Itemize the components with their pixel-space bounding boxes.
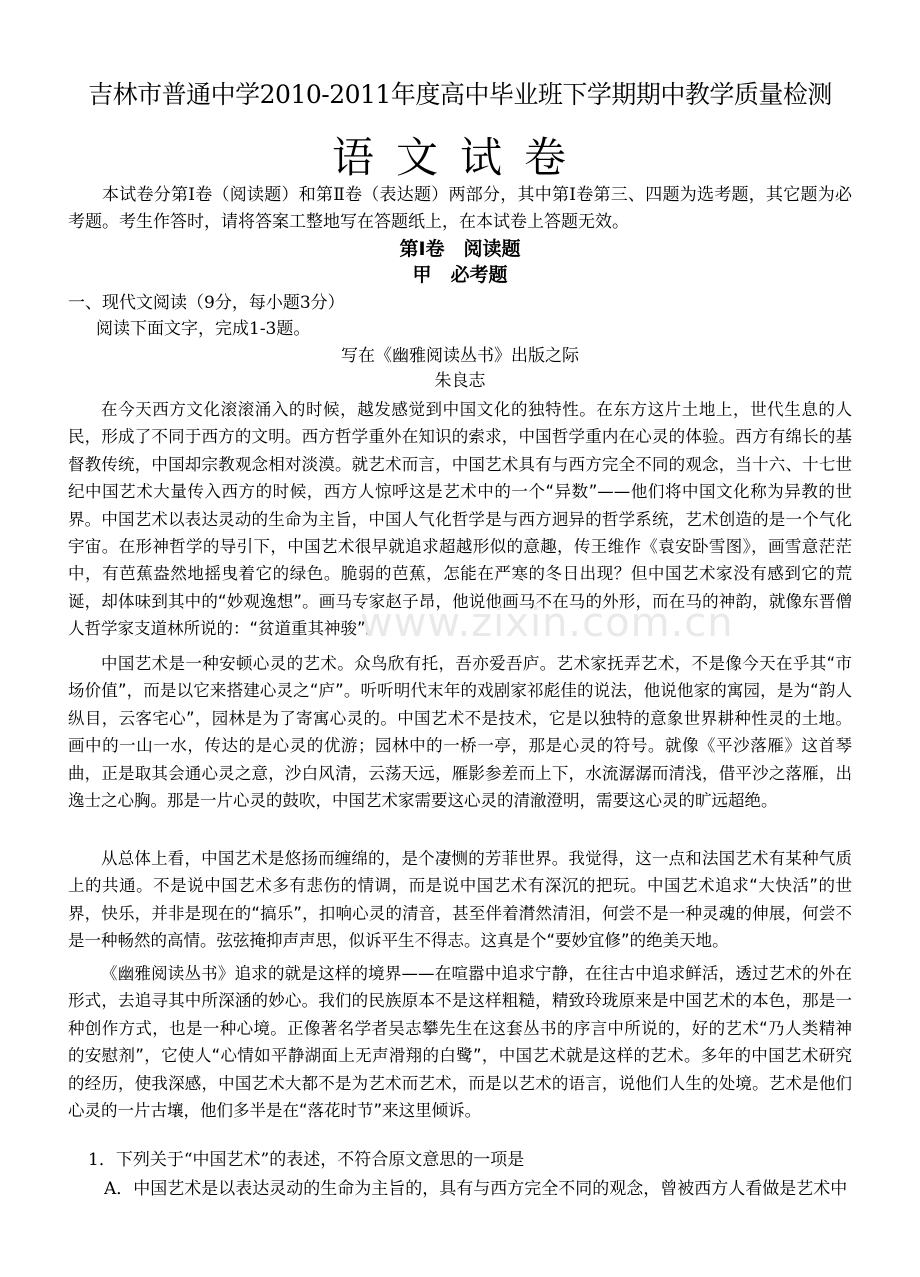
question-1-option-a: A．中国艺术是以表达灵动的生命为主旨的，具有与西方完全不同的观念，曾被西方人看做是艺术中 xyxy=(104,1179,848,1199)
part1-heading: 第Ⅰ卷 阅读题 xyxy=(399,238,521,260)
article-author: 朱良志 xyxy=(434,371,486,391)
article-paragraph: 《幽雅阅读丛书》追求的就是这样的境界——在喧嚣中追求宁静，在往古中追求鲜活，透过艺术的外在形式，去追寻其中所深涵的妙心。我们的民族原本不是这样粗糙，精致玲珑原来是中国艺术的本色，那是一种创作方式，也是一种心境。正像著名学者吴志攀先生在这套丛书的序言中所说的，好的艺术“乃人类精神的安慰剂”，它使人“心情如平静湖面上无声滑翔的白鹭”，中国艺术就是这样的艺术。多年的中国艺术研究的经历，使我深感，中国艺术大都不是为艺术而艺术，而是以艺术的语言，说他们人生的处境。艺术是他们心灵的一片古壤，他们多半是在“落花时节”来这里倾诉。 xyxy=(68,964,852,1121)
site-watermark: www.zixin.com.cn xyxy=(360,600,734,646)
exam-title: 语文试卷 xyxy=(331,133,588,182)
article-paragraph: 中国艺术是一种安顿心灵的艺术。众鸟欣有托，吾亦爱吾庐。艺术家抚弄艺术，不是像今天在乎其“市场价值”，而是以它来搭建心灵之“庐”。听听明代末年的戏剧家祁彪佳的说法，他说他家的寓园，是为“韵人纵目，云客宅心”，园林是为了寄寓心灵的。中国艺术不是技术，它是以独特的意象世界耕种性灵的土地。画中的一山一水，传达的是心灵的优游；园林中的一桥一亭，那是心灵的符号。就像《平沙落雁》这首琴曲，正是取其会通心灵之意，沙白风清，云荡天远，雁影参差而上下，水流潺潺而清浅，借平沙之落雁，出逸士之心胸。那是一片心灵的鼓吹，中国艺术家需要这心灵的清澈澄明，需要这心灵的旷远超绝。 xyxy=(68,654,852,811)
part1-subheading: 甲 必考题 xyxy=(412,264,508,286)
article-paragraph: 从总体上看，中国艺术是悠扬而缠绵的，是个凄恻的芳菲世界。我觉得，这一点和法国艺术有某种气质上的共通。不是说中国艺术多有悲伤的情调，而是说中国艺术有深沉的把玩。中国艺术追求“大快活”的世界，快乐，并非是现在的“搞乐”，扣响心灵的清音，甚至伴着潸然清泪，何尝不是一种灵魂的伸展，何尝不是一种畅然的高情。弦弦掩抑声声思，似诉平生不得志。这真是个“要妙宜修”的绝美天地。 xyxy=(68,849,852,951)
article-paragraph: 在今天西方文化滚滚涌入的时候，越发感觉到中国文化的独特性。在东方这片土地上，世代生息的人民，形成了不同于西方的文明。西方哲学重外在知识的索求，中国哲学重内在心灵的体验。西方有绵长的基督教传统，中国却宗教观念相对淡漠。就艺术而言，中国艺术具有与西方完全不同的观念，当十六、十七世纪中国艺术大量传入西方的时候，西方人惊呼这是艺术中的一个“异数”——他们将中国文化称为异教的世界。中国艺术以表达灵动的生命为主旨，中国人气化哲学是与西方迥异的哲学系统，艺术创造的是一个气化宇宙。在形神哲学的导引下，中国艺术很早就追求超越形似的意趣，传王维作《袁安卧雪图》，画雪意茫茫中，有芭蕉盎然地摇曳着它的绿色。脆弱的芭蕉，怎能在严寒的冬日出现？但中国艺术家没有感到它的荒诞，却体味到其中的“妙观逸想”。画马专家赵子昂，他说他画马不在马的外形，而在马的神韵，就像东晋僧人哲学家支道林所说的：“贫道重其神骏”。 xyxy=(68,400,852,639)
exam-header: 吉林市普通中学2010-2011年度高中毕业班下学期期中教学质量检测 xyxy=(88,80,832,109)
exam-instructions: 本试卷分第Ⅰ卷（阅读题）和第Ⅱ卷（表达题）两部分，其中第Ⅰ卷第三、四题为选考题，其它题为必考题。考生作答时，请将答案工整地写在答题纸上，在本试卷上答题无效。 xyxy=(68,185,852,232)
section1-heading: 一、现代文阅读（9分，每小题3分） xyxy=(68,293,345,313)
article-title: 写在《幽雅阅读丛书》出版之际 xyxy=(341,346,579,366)
section1-instruction: 阅读下面文字，完成1-3题。 xyxy=(96,319,311,339)
question-1-stem: 1．下列关于“中国艺术”的表述，不符合原文意思的一项是 xyxy=(88,1150,525,1170)
